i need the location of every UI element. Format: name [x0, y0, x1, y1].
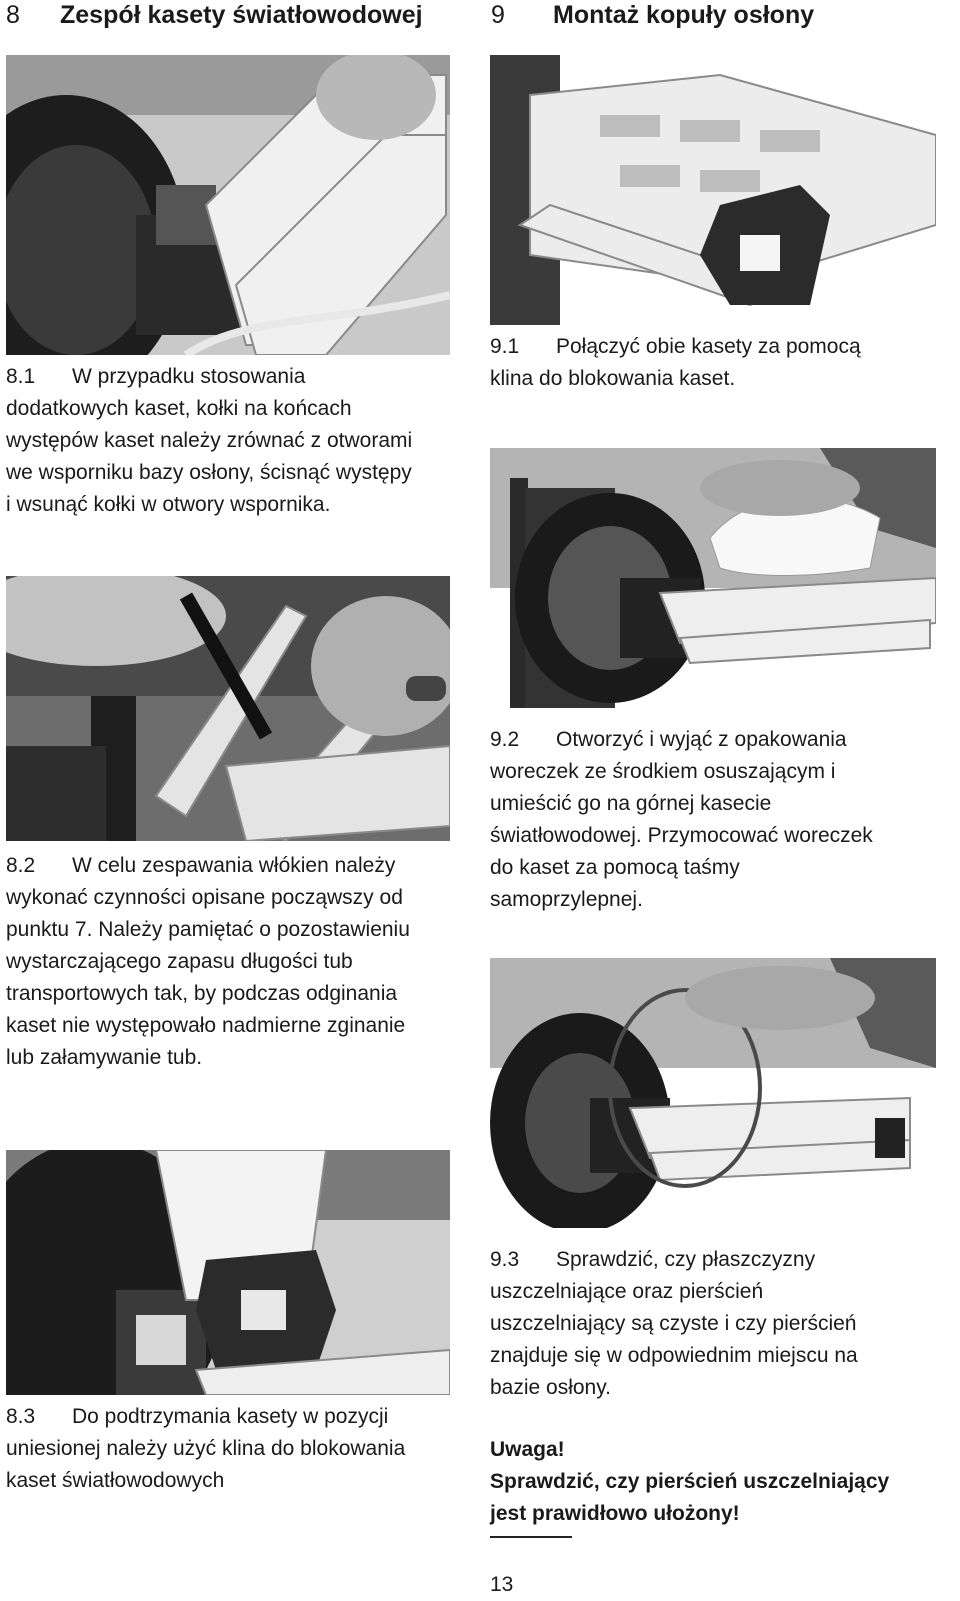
photo-8-2-illustration [6, 576, 450, 841]
step-9-1 [490, 331, 950, 395]
step-line: Sprawdzić, czy płaszczyzny [556, 1248, 816, 1271]
step-line: W celu zespawania włókien należy [72, 854, 396, 877]
step-number: 8.2 [6, 854, 36, 877]
step-number: 8.1 [6, 365, 36, 388]
step-line: uszczelniające oraz pierścień [490, 1280, 764, 1303]
step-9-3 [490, 1244, 950, 1404]
photo-9-2-illustration [490, 448, 936, 718]
page-number: 13 [490, 1573, 514, 1596]
step-line: bazie osłony. [490, 1376, 612, 1399]
photo-9-1 [490, 55, 936, 325]
photo-9-1-illustration [490, 55, 936, 325]
step-9-2 [490, 724, 950, 916]
step-line: kaset nie występowało nadmierne zginanie [6, 1014, 406, 1037]
step-number: 9.3 [490, 1248, 520, 1271]
warning-label: Uwaga! [490, 1438, 565, 1461]
step-line: wykonać czynności opisane począwszy od [6, 886, 403, 909]
step-line: wystarczającego zapasu długości tub [6, 950, 353, 973]
step-line: znajduje się w odpowiednim miejscu na [490, 1344, 858, 1367]
step-line: światłowodowej. Przymocować woreczek [490, 824, 873, 847]
section-title: Montaż kopuły osłony [553, 1, 815, 29]
step-8-3 [6, 1401, 456, 1497]
step-line: woreczek ze środkiem osuszającym i [490, 760, 836, 783]
step-line: kaset światłowodowych [6, 1469, 225, 1492]
step-line: i wsunąć kołki w otwory wspornika. [6, 493, 331, 516]
step-line: transportowych tak, by podczas odginania [6, 982, 398, 1005]
step-line: we wsporniku bazy osłony, ścisnąć występy [6, 461, 412, 484]
step-line: uniesionej należy użyć klina do blokowania [6, 1437, 406, 1460]
step-8-2 [6, 850, 456, 1074]
section-title: Zespół kasety światłowodowej [60, 1, 423, 29]
photo-9-3-illustration [490, 958, 936, 1228]
step-line: W przypadku stosowania [72, 365, 306, 388]
warning-line: Sprawdzić, czy pierścień uszczelniający [490, 1470, 890, 1493]
photo-8-1-illustration [6, 55, 450, 355]
step-8-1 [6, 361, 456, 521]
step-line: samoprzylepnej. [490, 888, 643, 911]
section-heading-8 [6, 0, 423, 30]
photo-8-2 [6, 576, 450, 841]
step-line: Do podtrzymania kasety w pozycji [72, 1405, 389, 1428]
step-line: Otworzyć i wyjąć z opakowania [556, 728, 847, 751]
section-number: 9 [491, 1, 505, 29]
photo-9-3 [490, 958, 936, 1228]
step-line: lub załamywanie tub. [6, 1046, 203, 1069]
footer-rule [490, 1536, 572, 1538]
warning-line: jest prawidłowo ułożony! [490, 1502, 740, 1525]
photo-8-1 [6, 55, 450, 355]
step-number: 9.1 [490, 335, 520, 358]
section-number: 8 [6, 1, 20, 29]
step-line: klina do blokowania kaset. [490, 367, 736, 390]
step-line: uszczelniający są czyste i czy pierścień [490, 1312, 857, 1335]
step-line: umieścić go na górnej kasecie [490, 792, 772, 815]
step-line: dodatkowych kaset, kołki na końcach [6, 397, 352, 420]
step-line: Połączyć obie kasety za pomocą [556, 335, 861, 358]
section-heading-9 [491, 0, 814, 30]
step-number: 8.3 [6, 1405, 36, 1428]
step-line: występów kaset należy zrównać z otworami [6, 429, 413, 452]
photo-8-3 [6, 1150, 450, 1395]
warning-block [490, 1434, 955, 1530]
step-line: do kaset za pomocą taśmy [490, 856, 740, 879]
step-line: punktu 7. Należy pamiętać o pozostawieniu [6, 918, 410, 941]
photo-9-2 [490, 448, 936, 718]
photo-8-3-illustration [6, 1150, 450, 1395]
step-number: 9.2 [490, 728, 520, 751]
